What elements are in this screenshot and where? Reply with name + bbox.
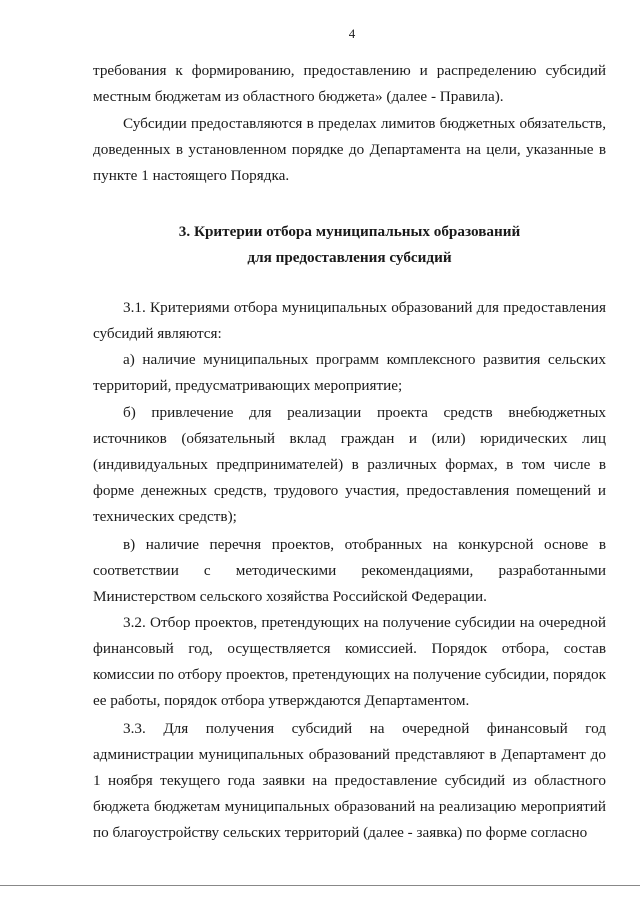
page-number: 4 xyxy=(348,26,356,41)
section-heading-line-2: для предоставления субсидий xyxy=(247,249,452,266)
paragraph-3-1-a: а) наличие муниципальных программ комплексного развития сельских территорий, предусматривающих мероприятие; xyxy=(93,351,606,394)
paragraph-3-3: 3.3. Для получения субсидий на очередной финансовый год администрации муниципальных образований представляют в Департамент до 1 ноября текущего года заявки на предоставление субсидий из областного бюджета бюджетам муниципальных образований на реализацию мероприятий по благоустройству сельских территорий (далее - заявка) по форме согласно xyxy=(93,720,606,841)
paragraph-3-1-b: б) привлечение для реализации проекта средств внебюджетных источников (обязательный вклад граждан и (или) юридических лиц (индивидуальных предпринимателей) в различных формах, в том числе в форме денежных средств, трудового участия, предоставления помещений и технических средств); xyxy=(93,404,606,525)
paragraph-3-2: 3.2. Отбор проектов, претендующих на получение субсидии на очередной финансовый год, осуществляется комиссией. Порядок отбора, состав комиссии по отбору проектов, претендующих на получение субсидии, порядок ее работы, порядок отбора утверждаются Департаментом. xyxy=(93,614,606,709)
paragraph-3-1-c: в) наличие перечня проектов, отобранных на конкурсной основе в соответствии с методическими рекомендациями, разработанными Министерством сельского хозяйства Российской Федерации. xyxy=(93,536,606,605)
section-heading-line-1: 3. Критерии отбора муниципальных образований xyxy=(178,223,521,240)
paragraph-subsidy-limits: Субсидии предоставляются в пределах лимитов бюджетных обязательств, доведенных в установленном порядке до Департамента на цели, указанные в пункте 1 настоящего Порядка. xyxy=(93,115,606,184)
footer-divider xyxy=(0,885,640,886)
paragraph-rules-continuation: требования к формированию, предоставлению и распределению субсидий местным бюджетам из областного бюджета» (далее - Правила). xyxy=(93,62,606,105)
paragraph-3-1: 3.1. Критериями отбора муниципальных образований для предоставления субсидий являются: xyxy=(93,299,606,342)
